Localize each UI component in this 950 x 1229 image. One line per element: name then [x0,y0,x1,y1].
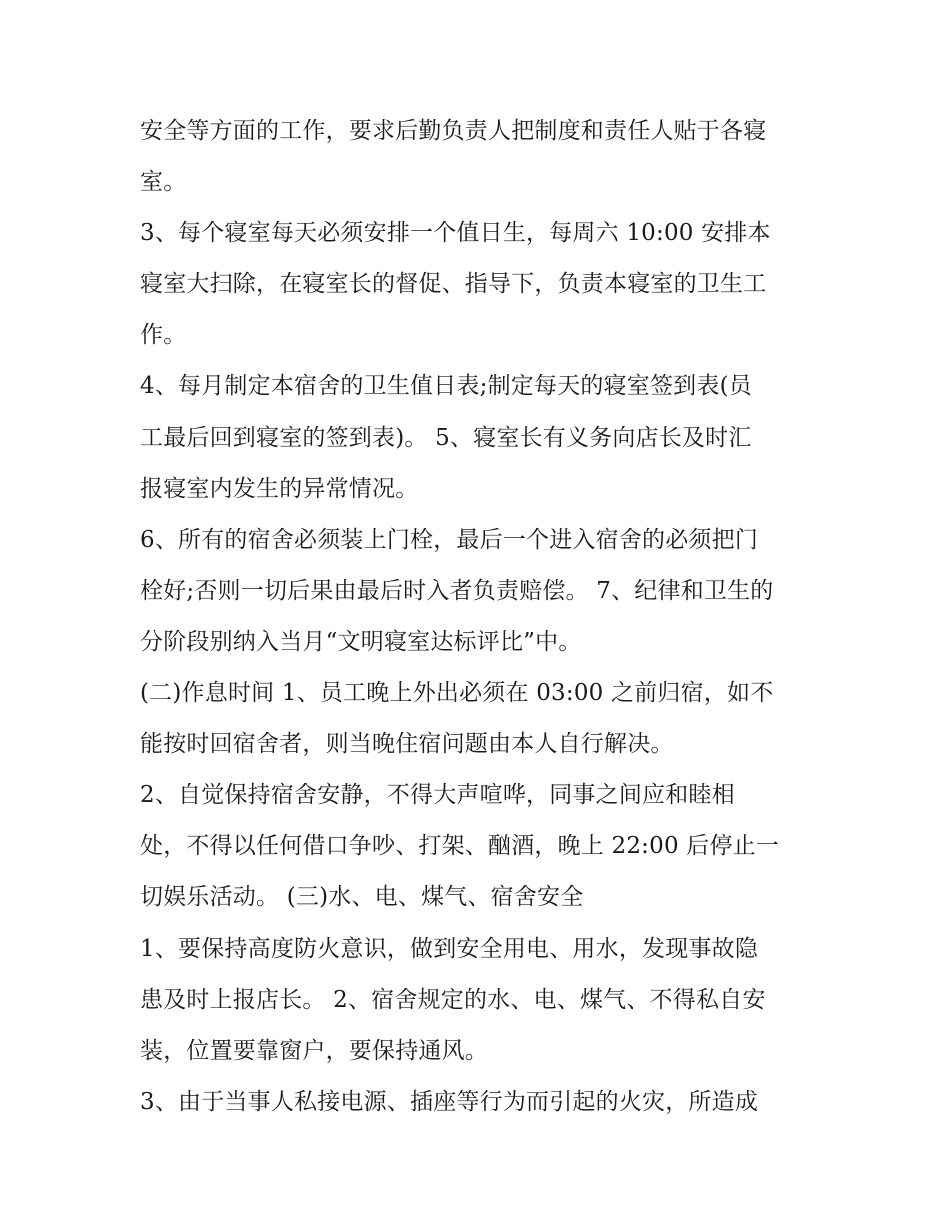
text-line: 分阶段别纳入当月“文明寝室达标评比”中。 [140,628,582,655]
text-line: 作。 [140,322,187,349]
text-line: 患及时上报店长。 2、宿舍规定的水、电、煤气、不得私自安 [140,986,766,1013]
text-line: 2、自觉保持宿舍安静，不得大声喧哗，同事之间应和睦相 [140,782,735,809]
body-text [140,106,820,1128]
text-line: 3、由于当事人私接电源、插座等行为而引起的火灾，所造成 [140,1088,759,1115]
text-line: 安全等方面的工作，要求后勤负责人把制度和责任人贴于各寝 [140,118,767,144]
text-line: 报寝室内发生的异常情况。 [140,475,419,502]
text-line: 切娱乐活动。 (三)水、电、煤气、宿舍安全 [140,884,584,911]
text-line: 6、所有的宿舍必须装上门栓，最后一个进入宿舍的必须把门 [140,526,759,553]
text-line: 4、每月制定本宿舍的卫生值日表;制定每天的寝室签到表(员 [140,373,752,400]
text-line: 栓好;否则一切后果由最后时入者负责赔偿。 7、纪律和卫生的 [140,577,774,604]
text-line: 处，不得以任何借口争吵、打架、酗酒，晚上 22:00 后停止一 [140,833,780,860]
text-line: 3、每个寝室每天必须安排一个值日生，每周六 10:00 安排本 [140,220,771,247]
text-line: 室。 [140,169,187,196]
text-line: 装，位置要靠窗户，要保持通风。 [140,1037,488,1064]
text-line: 工最后回到寝室的签到表)。 5、寝室长有义务向店长及时汇 [140,424,752,451]
text-line: (二)作息时间 1、员工晚上外出必须在 03:00 之前归宿，如不 [140,680,774,707]
text-line: 寝室大扫除，在寝室长的督促、指导下，负责本寝室的卫生工 [140,271,767,298]
text-line: 能按时回宿舍者，则当晚住宿问题由本人自行解决。 [140,731,674,758]
text-line: 1、要保持高度防火意识，做到安全用电、用水，发现事故隐 [140,935,759,962]
